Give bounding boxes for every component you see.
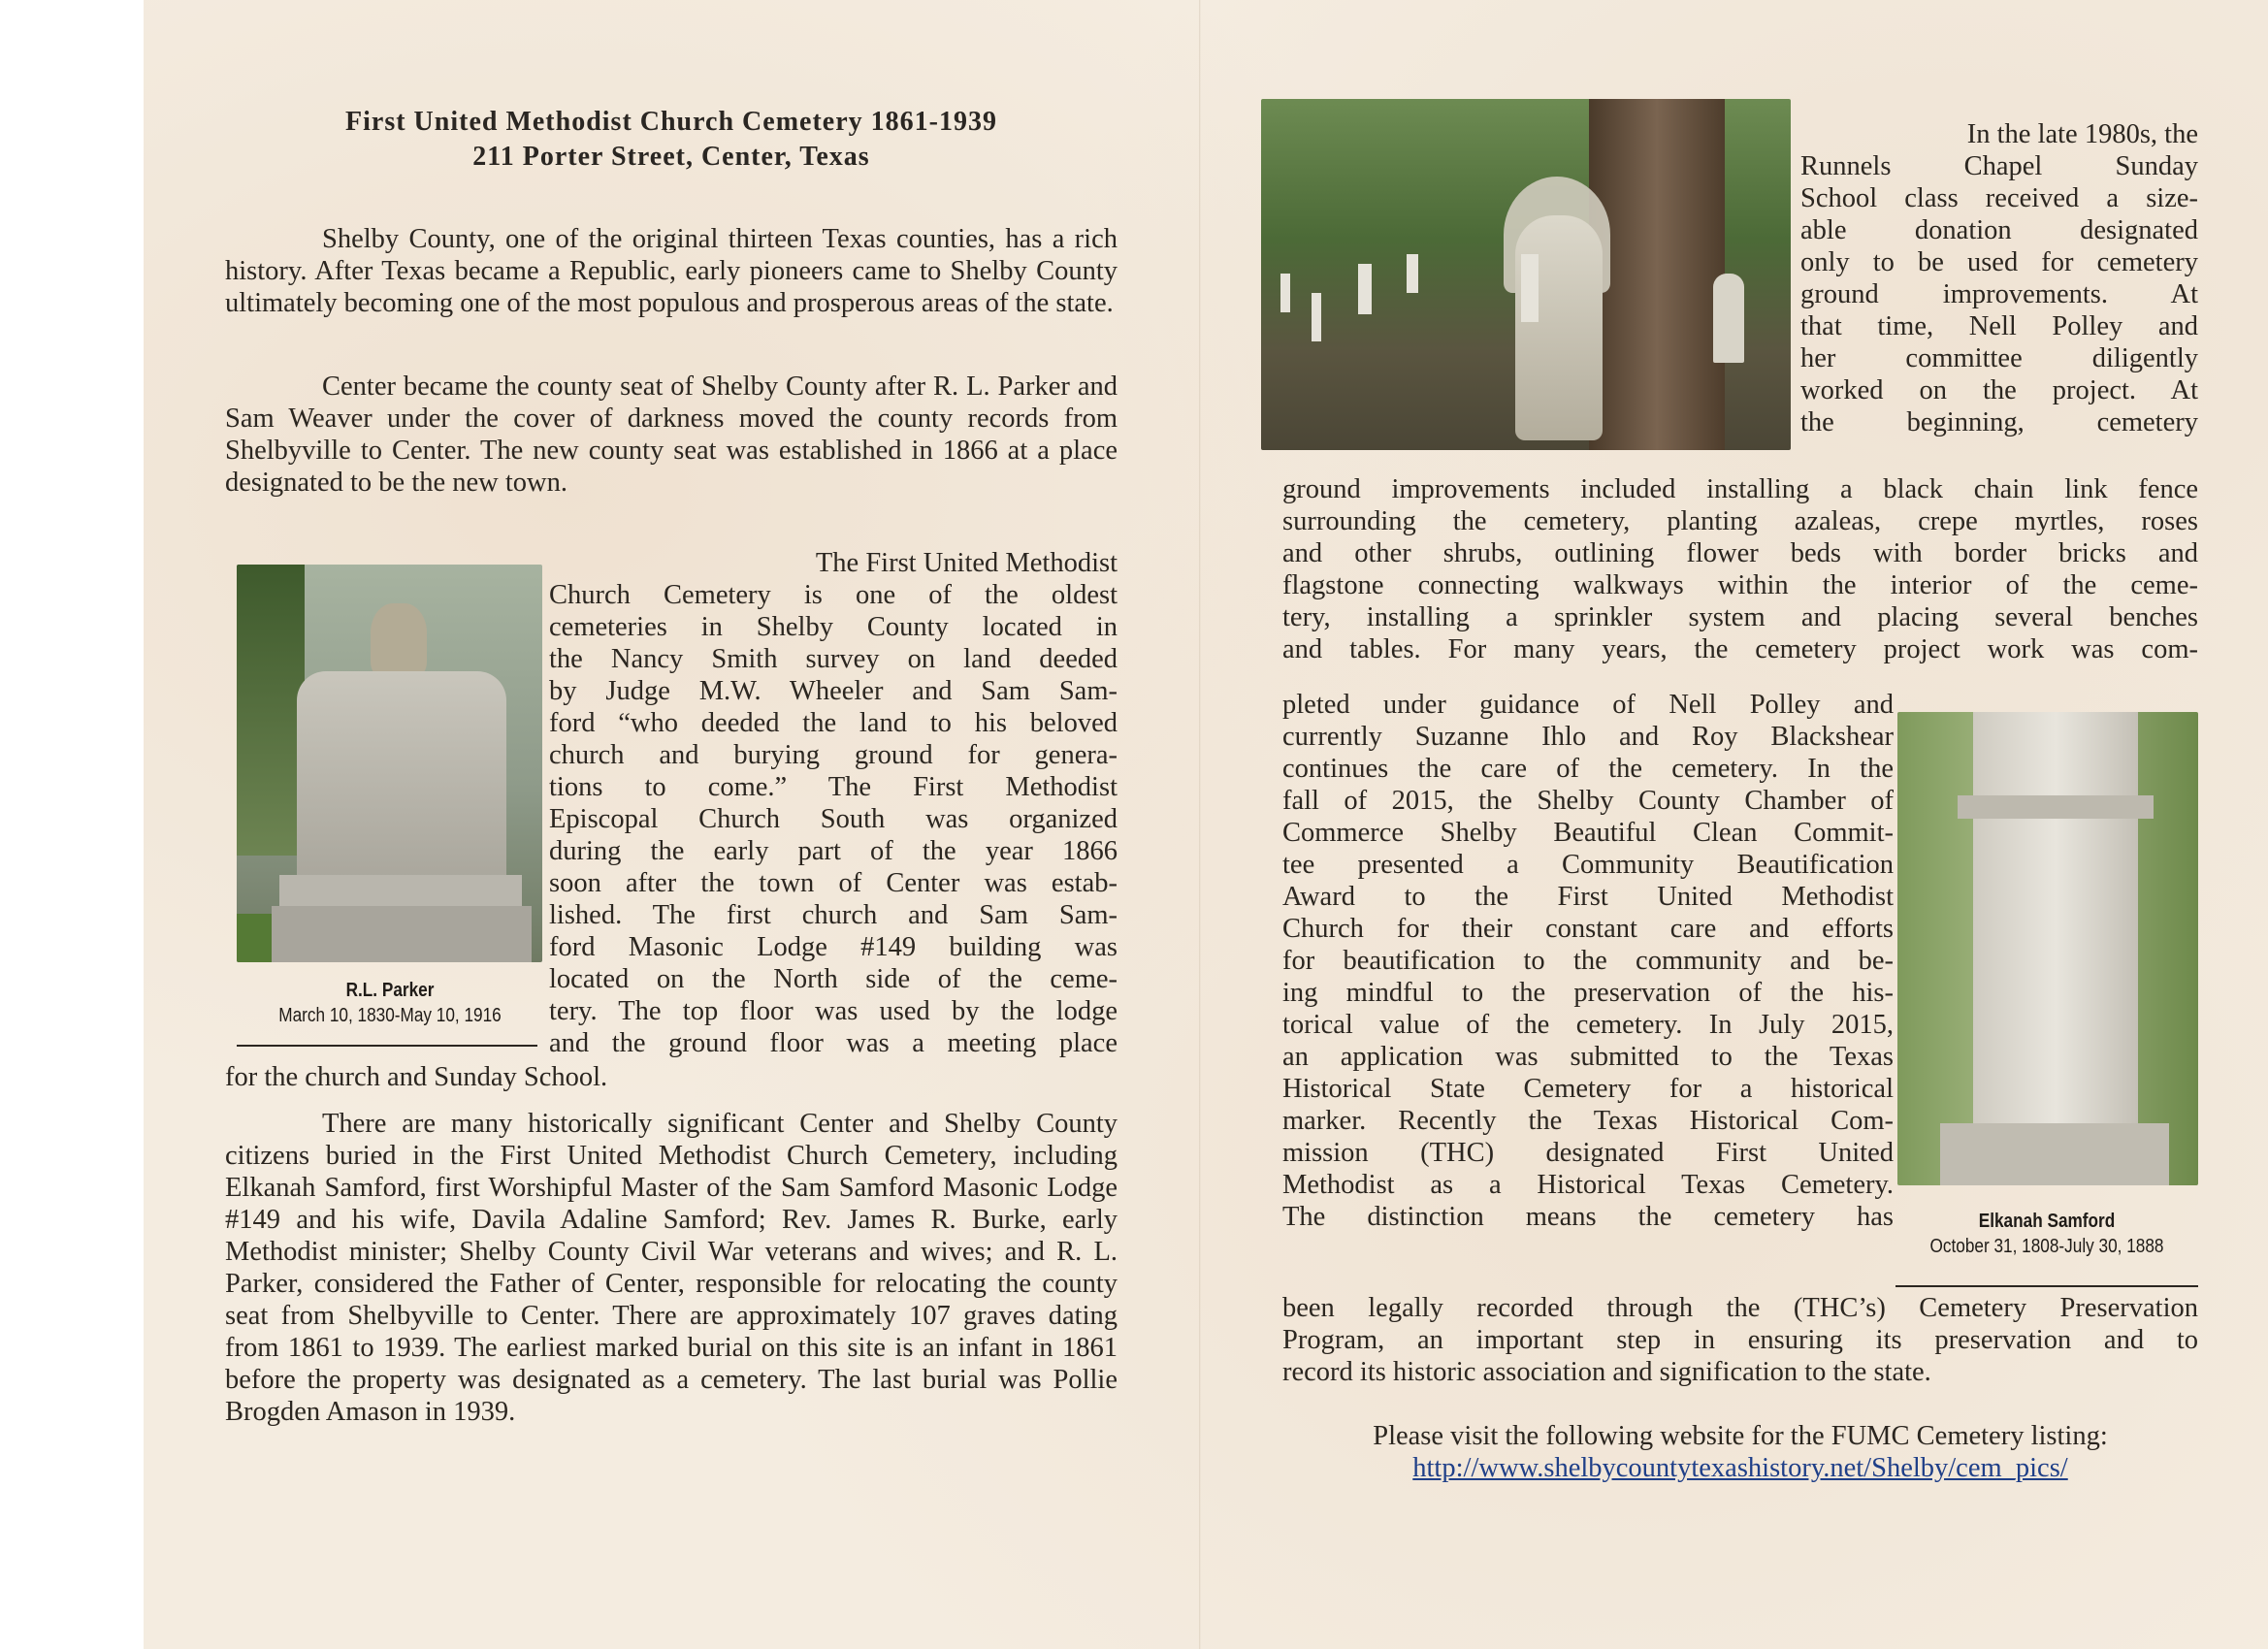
narrow-line-13: marker. Recently the Texas Historical Com-: [1282, 1106, 1894, 1136]
full-line-0: ground improvements included installing a black chain link fence: [1282, 474, 2198, 504]
end-line-2: record its historic association and signification to the state.: [1282, 1357, 1931, 1387]
narrow-line-0: pleted under guidance of Nell Polley and: [1282, 690, 1894, 720]
history-line-0: The First United Methodist: [815, 548, 1118, 578]
website-section: [1282, 1420, 2198, 1484]
narrow-line-5: tee presented a Community Beautification: [1282, 850, 1894, 880]
improve-line-1: Runnels Chapel Sunday: [1800, 151, 2198, 181]
narrow-line-12: Historical State Cemetery for a historical: [1282, 1074, 1894, 1104]
narrow-line-2: continues the care of the cemetery. In the: [1282, 754, 1894, 784]
full-line-2: and other shrubs, outlining flower beds with border bricks and: [1282, 538, 2198, 568]
history-line-5: ford “who deeded the land to his beloved: [549, 708, 1118, 738]
improvements-full-width: [1282, 473, 2198, 665]
title-line-2: 211 Porter Street, Center, Texas: [472, 142, 870, 172]
history-tail-wrap: [225, 1061, 1118, 1093]
parker-headstone-photo: [237, 565, 542, 962]
website-prompt: Please visit the following website for the FUMC Cemetery listing:: [1373, 1421, 2108, 1451]
improve-line-3: able donation designated: [1800, 215, 2198, 245]
samford-caption-dates: October 31, 1808-July 30, 1888: [1929, 1236, 2164, 1257]
parker-caption-name: R.L. Parker: [345, 980, 435, 1001]
full-line-3: flagstone connecting walkways within the interior of the ceme-: [1282, 570, 2198, 600]
narrow-line-15: Methodist as a Historical Texas Cemetery.: [1282, 1170, 1894, 1200]
parker-caption-dates: March 10, 1830-May 10, 1916: [278, 1005, 502, 1026]
improve-line-2: School class received a size-: [1800, 183, 2198, 213]
history-line-6: church and burying ground for genera-: [549, 740, 1118, 770]
improve-line-7: her committee diligently: [1800, 343, 2198, 373]
history-line-15: and the ground floor was a meeting place: [549, 1028, 1118, 1058]
history-line-9: during the early part of the year 1866: [549, 836, 1118, 866]
county-seat-paragraph-wrap: [225, 371, 1118, 499]
paragraph-shelby-county: Shelby County, one of the original thirteen Texas counties, has a rich history. After Texas became a Republic, early pioneers came to Shelby County ultimately becoming one of the most populous and prosperous areas of the state.: [225, 224, 1118, 318]
samford-monument-photo: [1897, 712, 2198, 1185]
improve-line-6: that time, Nell Polley and: [1800, 311, 2198, 341]
parker-photo-caption: [248, 978, 532, 1028]
narrow-line-10: torical value of the cemetery. In July 2015,: [1282, 1010, 1894, 1040]
narrow-line-7: Church for their constant care and efforts: [1282, 914, 1894, 944]
full-line-1: surrounding the cemetery, planting azaleas, crepe myrtles, roses: [1282, 506, 2198, 536]
right-page: [1261, 0, 2198, 1649]
history-line-2: cemeteries in Shelby County located in: [549, 612, 1118, 642]
left-page: [225, 0, 1118, 1649]
narrow-line-3: fall of 2015, the Shelby County Chamber of: [1282, 786, 1894, 816]
improve-line-4: only to be used for cemetery: [1800, 247, 2198, 277]
narrow-line-4: Commerce Shelby Beautiful Clean Commit-: [1282, 818, 1894, 848]
improve-line-9: the beginning, cemetery: [1800, 407, 2198, 437]
narrow-line-14: mission (THC) designated First United: [1282, 1138, 1894, 1168]
narrow-line-16: The distinction means the cemetery has: [1282, 1202, 1894, 1232]
improvements-end: [1282, 1292, 2198, 1388]
improve-line-0: In the late 1980s, the: [1966, 119, 2198, 149]
paragraph-notable-burials: There are many historically significant Center and Shelby County citizens buried in the First United Methodist Church Cemetery, including Elkanah Samford, first Worshipful Master of the Sam Samford Masonic Lodge #149 and his wife, Davila Adaline Samford; Rev. James R. Burke, early Methodist minister; Shelby County Civil War veterans and wives; and R. L. Parker, considered the Father of Center, responsible for relocating the county seat from Shelbyville to Center. There are approximately 107 graves dating from 1861 to 1939. The earliest marked burial on this site is an infant in 1861 before the property was designated as a cemetery. The last burial was Pollie Brogden Amason in 1939.: [225, 1109, 1118, 1427]
history-tail: for the church and Sunday School.: [225, 1062, 608, 1092]
cemetery-history-wrapped: [549, 547, 1118, 1059]
notable-burials-wrap: [225, 1108, 1118, 1428]
samford-caption-rule: [1895, 1285, 2198, 1287]
narrow-line-11: an application was submitted to the Texas: [1282, 1042, 1894, 1072]
improve-line-5: ground improvements. At: [1800, 279, 2198, 309]
improvements-narrow: [1282, 689, 1894, 1233]
history-line-1: Church Cemetery is one of the oldest: [549, 580, 1118, 610]
samford-photo-caption: [1905, 1209, 2188, 1259]
history-line-4: by Judge M.W. Wheeler and Sam Sam-: [549, 676, 1118, 706]
cemetery-listing-link[interactable]: http://www.shelbycountytexashistory.net/Shelby/cem_pics/: [1412, 1453, 2068, 1483]
page-fold: [1199, 0, 1201, 1649]
narrow-line-9: ing mindful to the preservation of the his-: [1282, 978, 1894, 1008]
history-line-14: tery. The top floor was used by the lodge: [549, 996, 1118, 1026]
paragraph-county-seat: Center became the county seat of Shelby County after R. L. Parker and Sam Weaver under the cover of darkness moved the county records from Shelbyville to Center. The new county seat was established in 1866 at a place designated to be the new town.: [225, 372, 1118, 498]
narrow-line-8: for beautification to the community and be-: [1282, 946, 1894, 976]
narrow-line-1: currently Suzanne Ihlo and Roy Blackshear: [1282, 722, 1894, 752]
title-line-1: First United Methodist Church Cemetery 1861-1939: [345, 107, 997, 137]
improve-line-8: worked on the project. At: [1800, 375, 2198, 405]
full-line-4: tery, installing a sprinkler system and placing several benches: [1282, 602, 2198, 632]
full-line-5: and tables. For many years, the cemetery project work was com-: [1282, 634, 2198, 664]
history-line-10: soon after the town of Center was estab-: [549, 868, 1118, 898]
document-title: [225, 105, 1118, 175]
samford-caption-name: Elkanah Samford: [1978, 1211, 2116, 1232]
history-line-7: tions to come.” The First Methodist: [549, 772, 1118, 802]
narrow-line-6: Award to the First United Methodist: [1282, 882, 1894, 912]
history-line-11: lished. The first church and Sam Sam-: [549, 900, 1118, 930]
angel-statue-photo: [1261, 99, 1791, 450]
end-line-1: Program, an important step in ensuring its preservation and to: [1282, 1325, 2198, 1355]
history-line-3: the Nancy Smith survey on land deeded: [549, 644, 1118, 674]
improvements-wrapped: [1800, 118, 2198, 438]
history-line-13: located on the North side of the ceme-: [549, 964, 1118, 994]
parker-caption-rule: [237, 1045, 537, 1047]
intro-paragraph: [225, 223, 1118, 319]
history-line-8: Episcopal Church South was organized: [549, 804, 1118, 834]
end-line-0: been legally recorded through the (THC’s) Cemetery Preservation: [1282, 1293, 2198, 1323]
history-line-12: ford Masonic Lodge #149 building was: [549, 932, 1118, 962]
